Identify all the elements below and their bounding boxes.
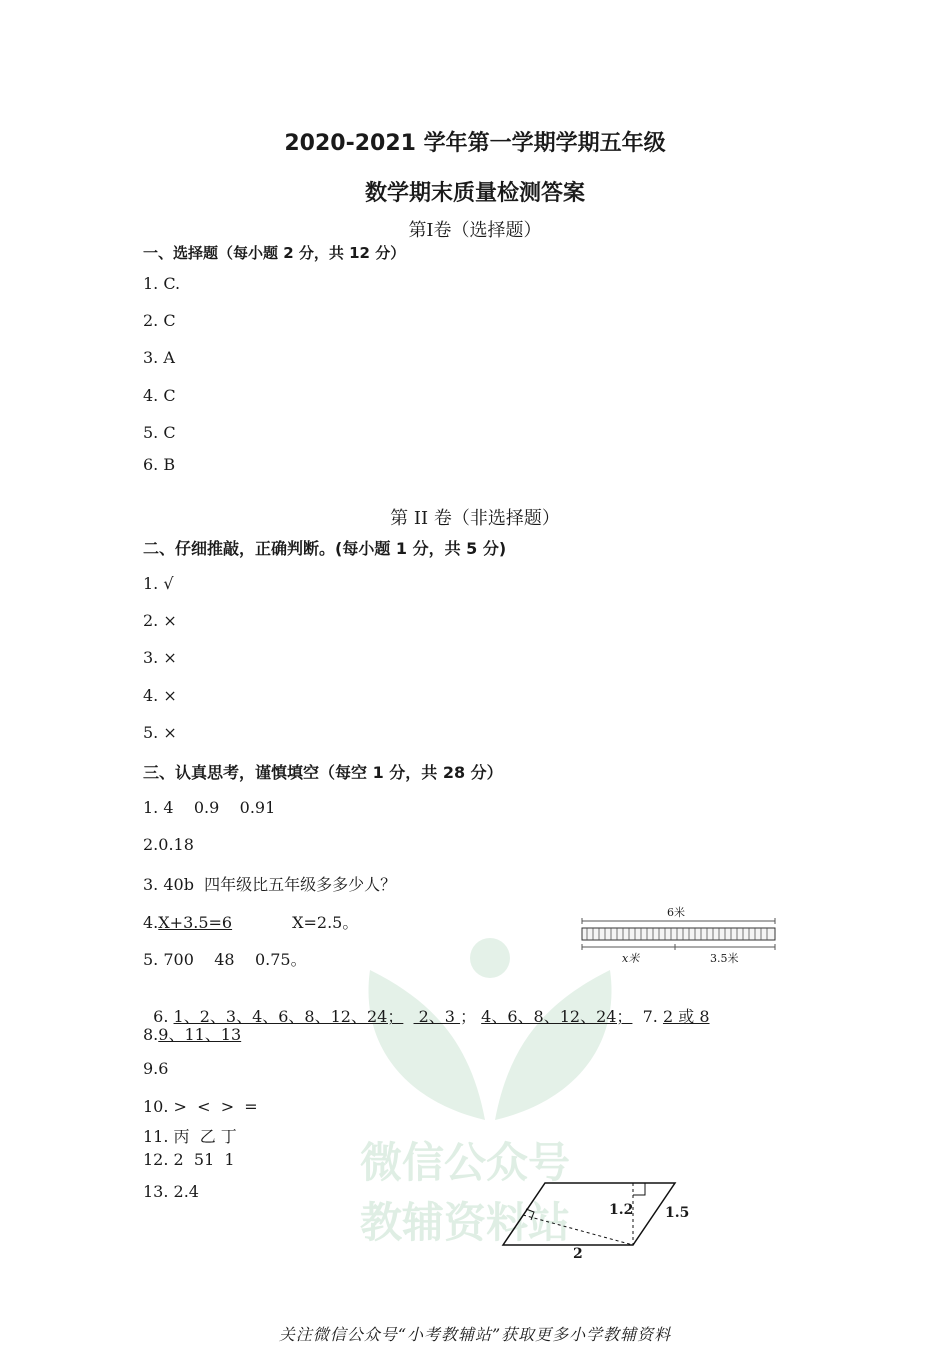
page-title: 2020-2021 学年第一学期学期五年级 (284, 131, 666, 156)
part1-heading: 第Ⅰ卷（选择题） (408, 220, 542, 241)
q6-prefix: 6. (153, 1007, 169, 1026)
q6-answer-c: 4、6、8、12、24； (481, 1007, 633, 1026)
fill-answer-10: 10. > < > = (143, 1097, 258, 1116)
fill-answer-11: 11. 丙 乙 丁 (143, 1127, 237, 1146)
q4-prefix: 4. (143, 913, 159, 932)
fill-answer-6-7 (143, 985, 710, 1027)
q6-answer-a: 1、2、3、4、6、8、12、24； (173, 1007, 404, 1026)
judge-answer: 1. √ (143, 574, 174, 593)
fill-answer-5: 5. 700 48 0.75。 (143, 950, 307, 969)
answer-line: 6. B (143, 455, 176, 474)
q8-prefix: 8. (143, 1025, 159, 1044)
judge-answer: 4. × (143, 686, 177, 705)
q4-equation: X+3.5=6 (158, 913, 233, 932)
q7-prefix: 7. (642, 1007, 658, 1026)
page-subtitle: 数学期末质量检测答案 (364, 181, 585, 206)
rope-right-label: 3.5米 (710, 952, 739, 965)
fill-answer-4 (143, 910, 358, 933)
fill-answer-9: 9.6 (143, 1059, 169, 1078)
watermark-line1: 微信公众号 (360, 1138, 571, 1187)
base-label: 2 (573, 1246, 583, 1262)
answer-line: 5. C (143, 423, 176, 442)
q8-answer: 9、11、13 (158, 1025, 242, 1044)
answer-line: 3. A (143, 348, 175, 367)
fill-answer-13: 13. 2.4 (143, 1182, 199, 1201)
q6-separator: ； (460, 1007, 477, 1026)
fill-answer-1: 1. 4 0.9 0.91 (143, 798, 276, 817)
height-label: 1.2 (609, 1202, 634, 1218)
section2-title: 二、仔细推敲，正确判断。(每小题 1 分，共 5 分) (143, 539, 507, 558)
answer-line: 4. C (143, 386, 176, 405)
answer-line: 1. C. (143, 274, 181, 293)
fill-answer-2: 2.0.18 (143, 835, 194, 854)
fill-answer-8 (143, 1022, 241, 1045)
judge-answer: 3. × (143, 648, 177, 667)
judge-answer: 5. × (143, 723, 177, 742)
q7-answer: 2 或 8 (662, 1007, 710, 1026)
parallelogram-figure (495, 1175, 705, 1265)
part2-heading: 第 II 卷（非选择题） (390, 508, 560, 529)
fill-answer-3: 3. 40b 四年级比五年级多多少人？ (143, 875, 397, 894)
rope-figure (575, 900, 785, 970)
judge-answer: 2. × (143, 611, 177, 630)
answer-line: 2. C (143, 311, 176, 330)
q4-solution: X=2.5。 (292, 913, 359, 932)
side-label: 1.5 (665, 1205, 690, 1221)
section1-title: 一、选择题（每小题 2 分，共 12 分） (143, 244, 406, 262)
watermark-line2: 教辅资料站 (360, 1198, 571, 1247)
rope-top-label: 6米 (667, 906, 685, 919)
fill-answer-12: 12. 2 51 1 (143, 1150, 235, 1169)
q6-answer-b: 2、3 (413, 1007, 461, 1026)
rope-left-label: x米 (622, 952, 640, 965)
footer-note: 关注微信公众号“小考教辅站”获取更多小学教辅资料 (278, 1325, 672, 1344)
section3-title: 三、认真思考，谨慎填空（每空 1 分，共 28 分） (143, 763, 503, 782)
